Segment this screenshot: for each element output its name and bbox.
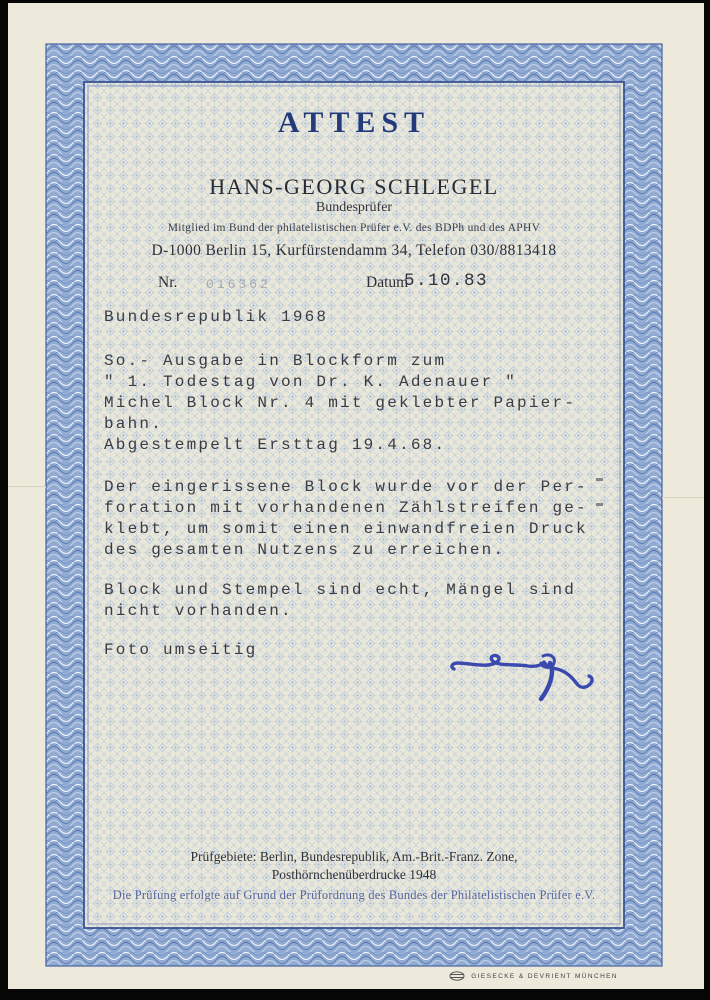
typewritten-line: Abgestempelt Ersttag 19.4.68. xyxy=(104,436,447,454)
body-paragraph-photo-note xyxy=(104,640,257,661)
typewritten-line: Block und Stempel sind echt, Mängel sind xyxy=(104,581,577,599)
membership-line: Mitglied im Bund der philatelistischen Prüfer e.V. des BDPh und des APHV xyxy=(167,222,541,234)
pruefgebiete-line1: Prüfgebiete: Berlin, Bundesrepublik, Am.-Brit.-Franz. Zone, xyxy=(190,849,518,864)
typewritten-line: Der eingerissene Block wurde vor der Per- xyxy=(104,478,588,496)
typewritten-line: So.- Ausgabe in Blockform zum xyxy=(104,352,447,370)
address-line: D-1000 Berlin 15, Kurfürstendamm 34, Telefon 030/8813418 xyxy=(151,242,557,259)
typewritten-line: bahn. xyxy=(104,415,164,433)
typewritten-line: Bundesrepublik 1968 xyxy=(104,308,329,326)
body-paragraph-description xyxy=(104,351,576,456)
body-paragraph-verdict xyxy=(104,580,576,622)
typewritten-line: klebt, um somit einen einwandfreien Druck xyxy=(104,520,588,538)
body-paragraph-condition xyxy=(104,477,588,561)
printer-imprint xyxy=(449,971,618,981)
legal-line: Die Prüfung erfolgte auf Grund der Prüfordnung des Bundes der Philatelistischen Prüfer e.V. xyxy=(112,888,596,902)
number-value: 016362 xyxy=(206,277,271,292)
typewritten-line: nicht vorhanden. xyxy=(104,602,293,620)
examiner-role: Bundesprüfer xyxy=(315,200,393,215)
date-value: 5.10.83 xyxy=(404,271,489,291)
number-label: Nr. xyxy=(158,274,178,291)
typewritten-line: " 1. Todestag von Dr. K. Adenauer " xyxy=(104,373,518,391)
gd-logo-icon xyxy=(449,971,465,981)
body-paragraph-issue-year xyxy=(104,307,328,328)
typewritten-line: foration mit vorhandenen Zählstreifen ge- xyxy=(104,499,588,517)
certificate-title: ATTEST xyxy=(277,106,431,139)
examiner-name: HANS-GEORG SCHLEGEL xyxy=(209,174,499,199)
pruefgebiete-line2: Posthörnchenüberdrucke 1948 xyxy=(271,867,437,882)
typewritten-line: Michel Block Nr. 4 mit geklebter Papier- xyxy=(104,394,577,412)
typewritten-line: des gesamten Nutzens zu erreichen. xyxy=(104,541,506,559)
printer-label: GIESECKE & DEVRIENT MÜNCHEN xyxy=(471,972,618,980)
typewritten-line: Foto umseitig xyxy=(104,641,258,659)
date-label: Datum xyxy=(366,274,409,291)
signature-ink xyxy=(446,628,606,708)
